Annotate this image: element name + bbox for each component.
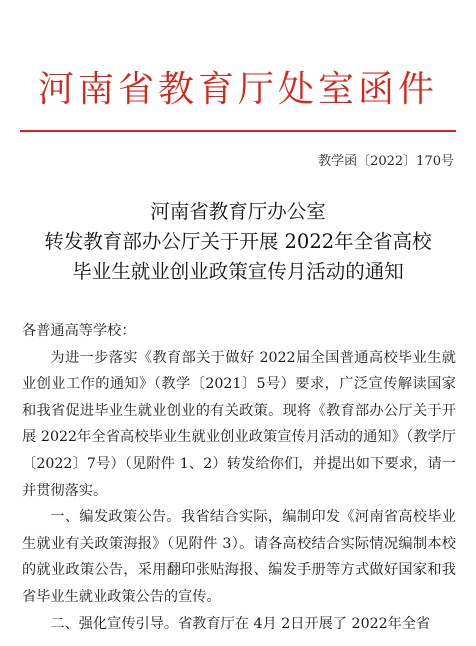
paragraph-intro: 为进一步落实《教育部关于做好 2022届全国普通高校毕业生就业创业工作的通知》（教学〔2021〕5号）要求，广泛宣传解读国家和我省促进毕业生就业创业的有关政策。现将《教育部办公厅关于开展 2022年全省高校毕业生就业创业政策宣传月活动的通知》（教学厅〔2022〕7号）（见附件 1、2）转发给你们，并提出如下要求，请一并贯彻落实。 [22,349,456,499]
letterhead-red-rule [20,130,456,132]
paragraph-section-1: 一、编发政策公告。我省结合实际，编制印发《河南省高校毕业生就业有关政策海报》（见附件 3）。请各高校结合实际情况编制本校的就业政策公告，采用翻印张贴海报、编发手册等方式做好国家和我省毕业生就业政策公告的宣传。 [22,509,456,605]
document-number: 教学函〔2022〕170号 [318,154,454,169]
title-line-3: 毕业生就业创业政策宣传月活动的通知 [72,260,404,283]
notice-title [0,197,476,287]
title-line-2: 转发教育部办公厅关于开展 2022年全省高校 [44,230,432,253]
salutation: 各普通高等学校： [22,323,136,339]
title-line-1: 河南省教育厅办公室 [150,200,326,223]
notice-body [22,318,456,637]
paragraph-section-2: 二、强化宣传引导。省教育厅在 4月 2日开展了 2022年全省 [50,615,431,632]
letterhead-title: 河南省教育厅处室函件 [37,69,438,110]
